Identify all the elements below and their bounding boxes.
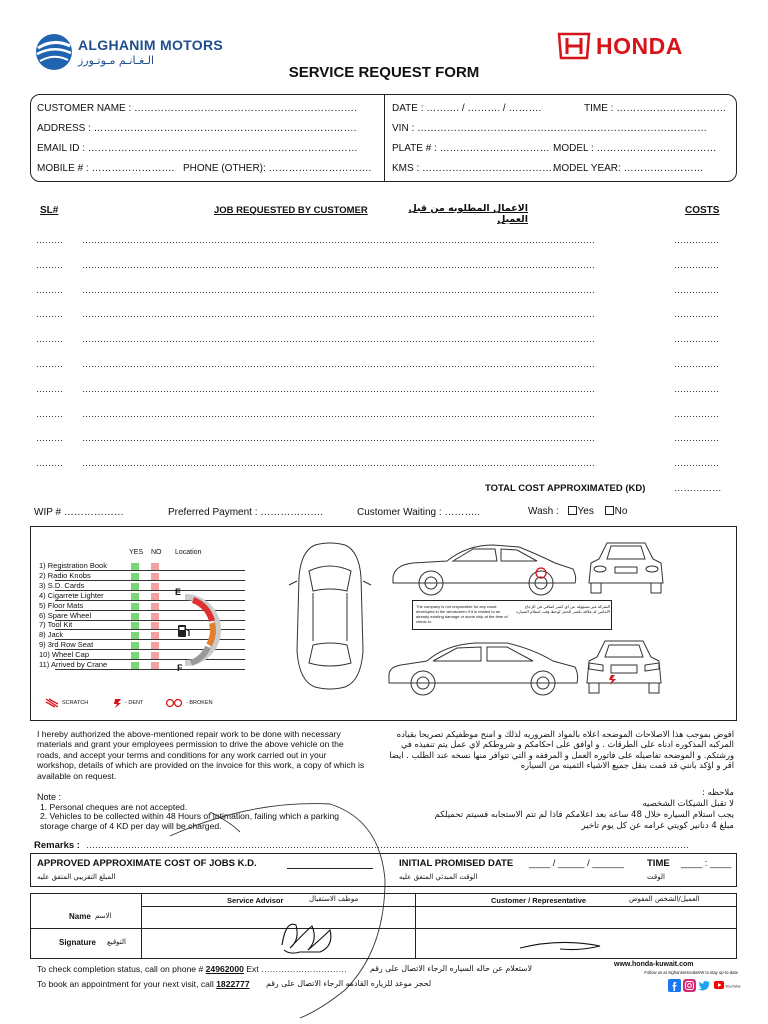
signature-col-divider-1 [141, 894, 142, 958]
vin-field[interactable]: VIN : …………………………………………………………………………… [392, 123, 708, 134]
fuel-gauge [175, 587, 219, 673]
service-advisor-arabic: موظف الاستقبال [309, 895, 359, 903]
checklist-yes-box[interactable] [131, 622, 139, 629]
job-row-cost[interactable]: …………… [674, 309, 719, 320]
fuel-full-label: F [177, 663, 183, 673]
appointment-text: To book an appointment for your next visit, call [37, 979, 214, 989]
checklist-no-box[interactable] [151, 632, 159, 639]
dent-icon [113, 698, 123, 708]
customer-signature-cell[interactable] [417, 930, 735, 957]
job-row-sl[interactable]: ……… [36, 458, 63, 469]
wip-field[interactable]: WIP # ……………… [34, 507, 124, 518]
signature-row-divider [31, 928, 736, 929]
completion-status-line [37, 964, 347, 974]
kms-field[interactable]: KMS : …………………………………… [392, 163, 563, 174]
windscreen-disclaimer-box [412, 600, 612, 630]
checklist-yes-box[interactable] [131, 573, 139, 580]
signature-row-arabic: التوقيع [107, 938, 126, 946]
vehicle-inspection-box [30, 526, 737, 721]
job-row-cost[interactable]: …………… [674, 383, 719, 394]
note-collection-arabic: يجب استلام السياره خلال 48 ساعه بعد اعلامكم فاذا لم تتم الاستجابه فسيتم تحميلكم مبلغ 4 دنانير كويتي غرامه عن كل يوم تاخير [434, 810, 734, 831]
completion-status-arabic: لاستعلام عن حاله السياره الرجاء الاتصال على رقم [370, 964, 533, 973]
promised-date-label: INITIAL PROMISED DATE [399, 858, 514, 869]
checklist-yes-box[interactable] [131, 662, 139, 669]
youtube-wordmark: YouTube [725, 983, 741, 989]
checklist-item: 5) Floor Mats [39, 600, 84, 610]
checklist-no-box[interactable] [151, 622, 159, 629]
promised-time-field[interactable]: ____ : ____ [681, 858, 732, 869]
checklist-no-box[interactable] [151, 593, 159, 600]
checklist-item: 11) Arrived by Crane [39, 660, 108, 669]
signature-row-label: Signature [59, 938, 96, 947]
location-header: Location [175, 549, 202, 556]
appointment-phone[interactable]: 1822777 [216, 979, 250, 989]
job-row-description[interactable]: ……………………………………………………………………………………………………………………………………………………… [82, 433, 595, 444]
approved-cost-label: APPROVED APPROXIMATE COST OF JOBS K.D. [37, 858, 257, 869]
notes-title: Note : [37, 792, 62, 802]
signature-col-divider-2 [415, 894, 416, 958]
checklist-yes-box[interactable] [131, 593, 139, 600]
no-header: NO [151, 549, 162, 556]
broken-icon [165, 698, 183, 708]
scratch-icon [45, 698, 59, 708]
sl-header: SL# [40, 205, 59, 216]
social-icons [668, 979, 741, 993]
job-header: JOB REQUESTED BY CUSTOMER [214, 205, 368, 216]
remarks-label: Remarks : [34, 840, 80, 851]
address-field[interactable]: ADDRESS : ……………………………………………………………………. [37, 123, 357, 134]
checklist-item: 1) Registration Book [39, 561, 107, 570]
job-row-description[interactable]: ……………………………………………………………………………………………………………………………………………………… [82, 309, 595, 320]
completion-status-phone[interactable]: 24962000 [205, 964, 244, 974]
job-row-cost[interactable]: …………… [674, 259, 719, 270]
promised-time-arabic: الوقت [647, 873, 665, 881]
completion-status-text: To check completion status, call on phone # [37, 964, 204, 974]
disclaimer-english: The company is not responsible for any crack developed in the windscreen if it is related to an already existing damage or stone chip at the time of check-in. [416, 604, 508, 624]
car-front-view-diagram[interactable] [585, 537, 667, 599]
customer-waiting-field[interactable]: Customer Waiting : ……….. [357, 507, 480, 518]
job-row-sl[interactable]: ……… [36, 259, 63, 270]
checklist-no-box[interactable] [151, 642, 159, 649]
job-row-sl[interactable]: ……… [36, 359, 63, 369]
notes-title-arabic: ملاحظه : [702, 788, 734, 798]
job-row-description[interactable]: ……………………………………………………………………………………………………………………………………………………… [82, 259, 595, 270]
wash-yes-checkbox[interactable] [568, 506, 577, 515]
job-row-sl[interactable]: ……… [36, 383, 63, 394]
signature-table [30, 893, 737, 959]
honda-logo [556, 32, 736, 62]
car-side-view-diagram[interactable] [389, 537, 579, 602]
job-row-cost[interactable]: …………… [674, 334, 719, 345]
checklist-item: 10) Wheel Cap [39, 650, 90, 660]
job-row-description[interactable]: ……………………………………………………………………………………………………………………………………………………… [82, 458, 595, 469]
service-advisor-label: Service Advisor [227, 896, 284, 905]
honda-h-icon [556, 32, 592, 60]
checklist-no-box[interactable] [151, 573, 159, 580]
fuel-empty-label: E [175, 587, 182, 597]
job-header-arabic: الاعمال المطلوبه من قبل العميل [408, 203, 528, 225]
fuel-pump-icon [177, 623, 191, 639]
customer-name-cell[interactable] [417, 908, 735, 927]
checklist-no-box[interactable] [151, 613, 159, 620]
disclaimer-arabic: الشركه غير مسؤوله عن اي كسر اضافي في الزجاج الامامي له علاقه بكسر الحجر لوحظ وقت استلام السياره [516, 604, 610, 614]
signature-header-divider [141, 906, 736, 907]
note-collection: 2. Vehicles to be collected within 48 Hours of intimation, failing which a parking storage charge of 4 KD per day will be charged. [40, 811, 340, 831]
job-row-sl[interactable]: ……… [36, 433, 63, 444]
page-title: SERVICE REQUEST FORM [288, 64, 480, 81]
checklist-item: 3) S.D. Cards [39, 580, 85, 590]
note-cheques-arabic: لا تقبل الشيكات الشخصيه [642, 799, 734, 809]
job-row-cost[interactable]: …………… [674, 235, 719, 245]
checklist-item: 8) Jack [39, 630, 64, 640]
checklist-item: 9) 3rd Row Seat [39, 640, 94, 650]
job-row-sl[interactable]: ……… [36, 235, 63, 245]
checklist-no-box[interactable] [151, 652, 159, 659]
date-field[interactable]: DATE : ………. / ………. / ………. [392, 103, 542, 114]
job-row-sl[interactable]: ……… [36, 284, 63, 295]
checklist-item: 4) Cigarrete Lighter [39, 590, 104, 600]
customer-representative-arabic: العميل/الشخص المفوض [629, 895, 700, 903]
preferred-payment-field[interactable]: Preferred Payment : ………………. [168, 507, 324, 518]
customer-details-box [30, 94, 737, 182]
advisor-signature-cell[interactable] [143, 930, 413, 957]
remarks-field[interactable]: ………………………………………………………………………………………………………………………………………………………………………………… [86, 840, 689, 850]
job-row-sl[interactable]: ……… [36, 408, 63, 419]
checklist-yes-box[interactable] [131, 613, 139, 620]
job-row-description[interactable]: ……………………………………………………………………………………………………………………………………………………… [82, 284, 595, 295]
legend-dent: - DENT [125, 700, 144, 706]
damage-legend [45, 697, 245, 711]
model-year-field[interactable]: MODEL YEAR: …………………… [553, 163, 704, 174]
job-row-description[interactable]: ……………………………………………………………………………………………………………………………………………………… [82, 383, 595, 394]
checklist-item: 6) Spare Wheel [39, 610, 92, 620]
checklist-item: 2) Radio Knobs [39, 570, 91, 580]
authorization-english: I hereby authorized the above-mentioned repair work to be done with necessary materials and grant your employees permission to drive the above vehicle on the roads, and accept your terms and conditions for any work carried out in your workshop, details of which are provided on the invoice for this work, a copy of which is available on request. [37, 729, 365, 781]
email-field[interactable]: EMAIL ID : ……………………………………………………………………… [37, 143, 358, 154]
car-side-view-left-diagram[interactable] [383, 635, 583, 701]
checklist-location-field[interactable] [55, 669, 245, 670]
customer-name-field[interactable]: CUSTOMER NAME : …………………………………………………………. [37, 103, 357, 114]
name-row-label: Name [69, 912, 91, 921]
name-row-arabic: الاسم [95, 912, 112, 920]
job-row-description[interactable]: ……………………………………………………………………………………………………………………………………………………… [82, 334, 595, 345]
checklist-yes-box[interactable] [131, 652, 139, 659]
appointment-arabic: لحجز موعد للزياره القادمه الرجاء الاتصال على رقم [266, 979, 432, 988]
wash-label: Wash : [528, 506, 559, 517]
yes-header: YES [129, 549, 144, 556]
customer-representative-label: Customer / Representative [491, 896, 587, 905]
plate-field[interactable]: PLATE # : …………………………… [392, 143, 550, 154]
job-row-description[interactable]: ……………………………………………………………………………………………………………………………………………………… [82, 408, 595, 419]
legend-broken: - BROKEN [186, 700, 213, 706]
car-top-view-diagram[interactable] [285, 541, 375, 691]
honda-wordmark: HONDA [596, 33, 683, 59]
checklist-no-box[interactable] [151, 662, 159, 669]
checklist-no-box[interactable] [151, 563, 159, 570]
job-row-cost[interactable]: …………… [674, 458, 719, 469]
appointment-line [37, 979, 250, 989]
twitter-icon[interactable] [698, 979, 711, 992]
job-row-sl[interactable]: ……… [36, 334, 63, 345]
time-field[interactable]: TIME : …………………………… [584, 103, 727, 114]
approved-cost-line[interactable] [287, 868, 373, 869]
total-cost-label: TOTAL COST APPROXIMATED (KD) [485, 483, 646, 494]
wash-no-label: No [614, 506, 628, 517]
brand-name: ALGHANIM MOTORS [78, 37, 224, 53]
job-row-description[interactable]: ……………………………………………………………………………………………………………………………………………………… [82, 235, 595, 245]
brand-name-arabic: الـغـانـم مـوتـورز [78, 54, 155, 67]
mobile-field[interactable]: MOBILE # : ……………………. [37, 163, 175, 174]
advisor-name-cell[interactable] [143, 908, 413, 927]
facebook-icon[interactable] [668, 979, 681, 992]
customer-box-divider [384, 95, 385, 181]
job-row-cost[interactable]: …………… [674, 433, 719, 444]
checklist-yes-box[interactable] [131, 642, 139, 649]
checklist-yes-box[interactable] [131, 632, 139, 639]
approval-box [30, 853, 737, 887]
job-row-description[interactable]: ……………………………………………………………………………………………………………………………………………………… [82, 359, 595, 369]
wash-no-checkbox[interactable] [605, 506, 614, 515]
note-cheques: 1. Personal cheques are not accepted. [40, 802, 188, 812]
legend-scratch: SCRATCH [62, 700, 89, 706]
car-rear-view-diagram[interactable] [583, 635, 665, 701]
wash-group [528, 506, 627, 517]
promised-date-field[interactable]: ____ / _____ / ______ [529, 858, 625, 869]
job-row-cost[interactable]: …………… [674, 284, 719, 295]
website-link[interactable]: www.honda-kuwait.com [614, 961, 694, 968]
checklist-no-box[interactable] [151, 583, 159, 590]
approved-cost-arabic: المبلغ التقريبي المتفق عليه [37, 873, 116, 881]
checklist-yes-box[interactable] [131, 583, 139, 590]
follow-us-text: Follow us at AlghanimHondaKW to stay up-to-date [644, 970, 738, 975]
promised-time-label: TIME [647, 858, 670, 869]
checklist-item: 7) Tool Kit [39, 620, 73, 630]
checklist-yes-box[interactable] [131, 603, 139, 610]
youtube-icon[interactable] [714, 979, 741, 992]
checklist-no-box[interactable] [151, 603, 159, 610]
costs-header: COSTS [685, 205, 720, 216]
checklist-yes-box[interactable] [131, 563, 139, 570]
wash-yes-label: Yes [577, 506, 594, 517]
job-row-cost[interactable]: …………… [674, 408, 719, 419]
authorization-arabic: افوض بموجب هذا الاصلاحات الموضحه اعلاه بالمواد الضروريه لذلك و امنح موظفيكم تصريحا بقياده المركبه المذكوره ادناه على الطرقات . و اوافق على احكامكم و شروطكم لاي عمل يتم تنفيذه في ورشتكم. و الموضحه تفاصيله على فاتوره العمل و المرفقه و التي تتوافر منها نسخه عند الطلب . ايضا اقر و اؤكد بانني قد قمت بنقل جميع الاشياء الثمينه من السياره [389, 729, 734, 771]
job-row-cost[interactable]: …………… [674, 359, 719, 369]
model-field[interactable]: MODEL : ……………………………… [553, 143, 717, 154]
promised-date-arabic: الوقت المبدئي المتفق عليه [399, 873, 478, 881]
phone-other-field[interactable]: PHONE (OTHER): …………………………. [183, 163, 372, 174]
completion-status-ext[interactable]: Ext ………………………… [246, 964, 348, 974]
job-row-sl[interactable]: ……… [36, 309, 63, 320]
instagram-icon[interactable] [683, 979, 696, 992]
total-cost-field[interactable]: …………… [674, 483, 722, 494]
